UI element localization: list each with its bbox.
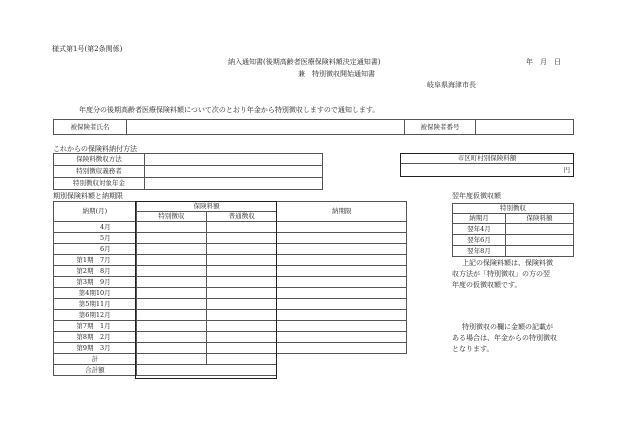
premium-col-header: 保険料額	[136, 202, 277, 212]
method-heading: これからの保険料納付方法	[53, 145, 137, 153]
period-col-header: 納期(月)	[54, 202, 137, 222]
next-year-period-header: 納期月	[453, 214, 506, 224]
due-date-col-header: 納期限	[277, 202, 407, 222]
next-year-row-label: 翌年8月	[453, 246, 506, 257]
document-title: 納入通知書(後期高齢者医療保険料額決定通知書)	[228, 58, 381, 66]
period-row-label: 5月	[54, 233, 137, 244]
method-label-collection: 保険料徴収方法	[54, 154, 145, 166]
period-row-label: 第5期11月	[54, 299, 137, 310]
method-value-pension	[145, 178, 323, 190]
period-row-label: 4月	[54, 222, 137, 233]
next-year-heading: 翌年度仮徴収額	[452, 192, 501, 200]
amount-box-unit: 円	[563, 166, 570, 174]
issue-date: 年 月 日	[526, 58, 561, 66]
insured-name-field	[127, 120, 405, 135]
note2-line3: となります。	[452, 345, 494, 353]
period-row-label: 第2期 8月	[54, 266, 137, 277]
special-col-header: 特別徴収	[136, 212, 206, 222]
form-number: 様式第1号(第2条関係)	[52, 45, 123, 53]
period-row-label: 第7期 1月	[54, 321, 137, 332]
period-table	[53, 201, 407, 376]
period-row-label: 第1期 7月	[54, 255, 137, 266]
next-year-special-header: 特別徴収	[453, 204, 574, 214]
method-value-collection	[145, 154, 323, 166]
period-row-label: 6月	[54, 244, 137, 255]
insured-table	[53, 119, 574, 135]
note1-line1: 上記の保険料額は、保険料徴	[462, 259, 553, 267]
amount-box-label: 市区町村別保険料額	[401, 154, 573, 164]
method-value-obligor	[145, 166, 323, 178]
next-year-row-label: 翌年4月	[453, 224, 506, 235]
insured-number-label: 被保険者番号	[405, 120, 476, 135]
insured-name-label: 被保険者氏名	[54, 120, 127, 135]
intro-text: 年度分の後期高齢者医療保険料額について次のとおり年金から特別徴収しますので通知します。	[79, 106, 380, 114]
issuer-name: 岐阜県海津市長	[427, 81, 476, 89]
method-table	[53, 153, 323, 190]
period-row-label: 第4期10月	[54, 288, 137, 299]
next-year-amount-header: 保険料額	[506, 214, 574, 224]
note1-line2: 収方法が「特別徴収」の方の翌	[452, 270, 550, 278]
amount-box	[400, 153, 574, 177]
subtotal-label: 計	[54, 354, 137, 365]
note1-line3: 年度の仮徴収額です。	[452, 281, 522, 289]
note2-line1: 特別徴収の欄に金額の記載が	[462, 323, 553, 331]
period-row-label: 第9期 3月	[54, 343, 137, 354]
period-row-label: 第3期 9月	[54, 277, 137, 288]
method-label-obligor: 特別徴収義務者	[54, 166, 145, 178]
total-label: 合計額	[54, 365, 137, 376]
period-row-label: 第6期12月	[54, 310, 137, 321]
document-subtitle: 兼 特別徴収開始通知書	[298, 70, 375, 78]
note2-line2: ある場合は、年金からの特別徴収	[452, 334, 557, 342]
next-year-table	[452, 203, 574, 257]
next-year-row-label: 翌年6月	[453, 235, 506, 246]
insured-number-field	[476, 120, 574, 135]
period-row-label: 第8期 2月	[54, 332, 137, 343]
ordinary-col-header: 普通徴収	[207, 212, 277, 222]
method-label-pension: 特別徴収対象年金	[54, 178, 145, 190]
period-heading: 期別保険料額と納期限	[53, 192, 123, 200]
